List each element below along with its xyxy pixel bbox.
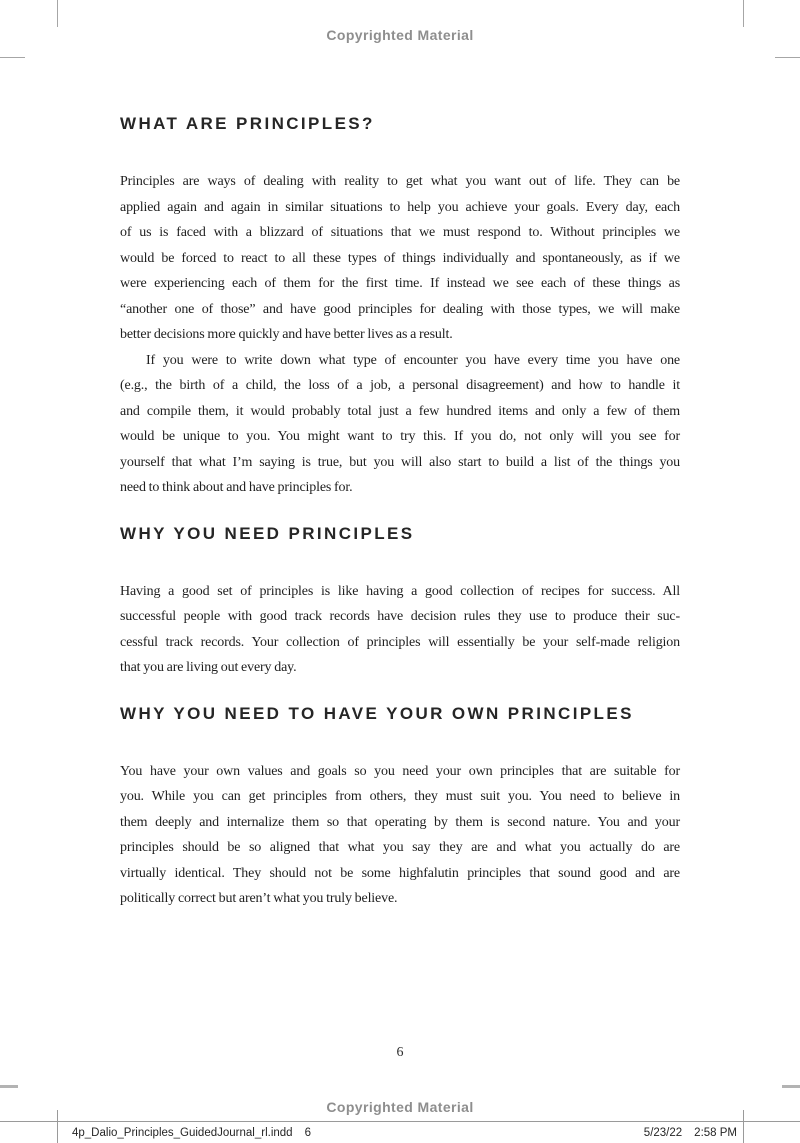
text-line: and compile them, it would probably total just a few hundred items and only a few of them	[120, 403, 680, 419]
text-line: Having a good set of principles is like having a good collection of recipes for success. All	[120, 583, 680, 599]
text-line: politically correct but aren’t what you truly believe.	[120, 891, 398, 906]
crop-mark-top-right-vertical	[743, 0, 744, 27]
text-line: virtually identical. They should not be some highfalutin principles that sound good and are	[120, 865, 680, 881]
print-slug-footer	[0, 1121, 800, 1143]
section-heading: WHY YOU NEED PRINCIPLES	[120, 523, 415, 543]
paragraph	[120, 759, 680, 912]
copyright-banner-top: Copyrighted Material	[326, 27, 474, 43]
paragraph	[120, 579, 680, 681]
text-line: successful people with good track records have decision rules they use to produce their suc-	[120, 609, 680, 624]
document-body	[120, 113, 680, 912]
section-heading: WHAT ARE PRINCIPLES?	[120, 114, 375, 133]
crop-mark-top-left-vertical	[57, 0, 58, 27]
paragraph	[120, 348, 680, 501]
text-line: were experiencing each of them for the first time. If instead we see each of these things as	[120, 276, 680, 291]
slug-page-ref: 6	[304, 1127, 311, 1139]
page-number: 6	[396, 1045, 404, 1060]
text-line: them deeply and internalize them so that operating by them is second nature. You and your	[120, 814, 680, 830]
text-line: principles should be so aligned that what you say they are and what you actually do are	[120, 840, 680, 855]
slug-file-info	[72, 1127, 311, 1139]
text-line: better decisions more quickly and have better lives as a result.	[120, 327, 453, 342]
text-line: (e.g., the birth of a child, the loss of a job, a personal disagreement) and how to handle it	[120, 378, 680, 393]
text-line: applied again and again in similar situations to help you achieve your goals. Every day, each	[120, 199, 680, 215]
text-line: need to think about and have principles for.	[120, 480, 353, 495]
slug-filename: 4p_Dalio_Principles_GuidedJournal_rl.indd	[72, 1127, 293, 1139]
crop-mark-bottom-left-horizontal	[0, 1085, 18, 1088]
paragraph	[120, 169, 680, 348]
text-line: Principles are ways of dealing with reality to get what you want out of life. They can be	[120, 174, 680, 189]
text-line: cessful track records. Your collection of principles will essentially be your self-made religion	[120, 634, 680, 650]
section-heading: WHY YOU NEED TO HAVE YOUR OWN PRINCIPLES	[120, 703, 634, 723]
text-line: If you were to write down what type of encounter you have every time you have one	[146, 352, 680, 368]
slug-date: 5/23/22	[643, 1127, 683, 1139]
text-line: of us is faced with a blizzard of situations that we must respond to. Without principles we	[120, 225, 680, 240]
crop-mark-top-right-horizontal	[775, 57, 800, 58]
slug-datetime	[644, 1127, 737, 1139]
text-line: you. While you can get principles from others, they must suit you. You need to believe in	[120, 789, 680, 804]
text-line: You have your own values and goals so you need your own principles that are suitable for	[120, 763, 680, 779]
text-line: “another one of those” and have good principles for dealing with those types, we will make	[120, 301, 680, 317]
text-line: that you are living out every day.	[120, 660, 297, 675]
crop-mark-top-left-horizontal	[0, 57, 25, 58]
copyright-banner-bottom: Copyrighted Material	[326, 1099, 474, 1115]
text-line: yourself that what I’m saying is true, but you will also start to build a list of the things you	[120, 454, 680, 470]
slug-time: 2:58 PM	[694, 1127, 737, 1139]
text-line: would be forced to react to all these types of things individually and spontaneously, as if we	[120, 250, 680, 266]
crop-mark-bottom-right-horizontal	[782, 1085, 800, 1088]
text-line: would be unique to you. You might want to try this. If you do, not only will you see for	[120, 429, 680, 444]
